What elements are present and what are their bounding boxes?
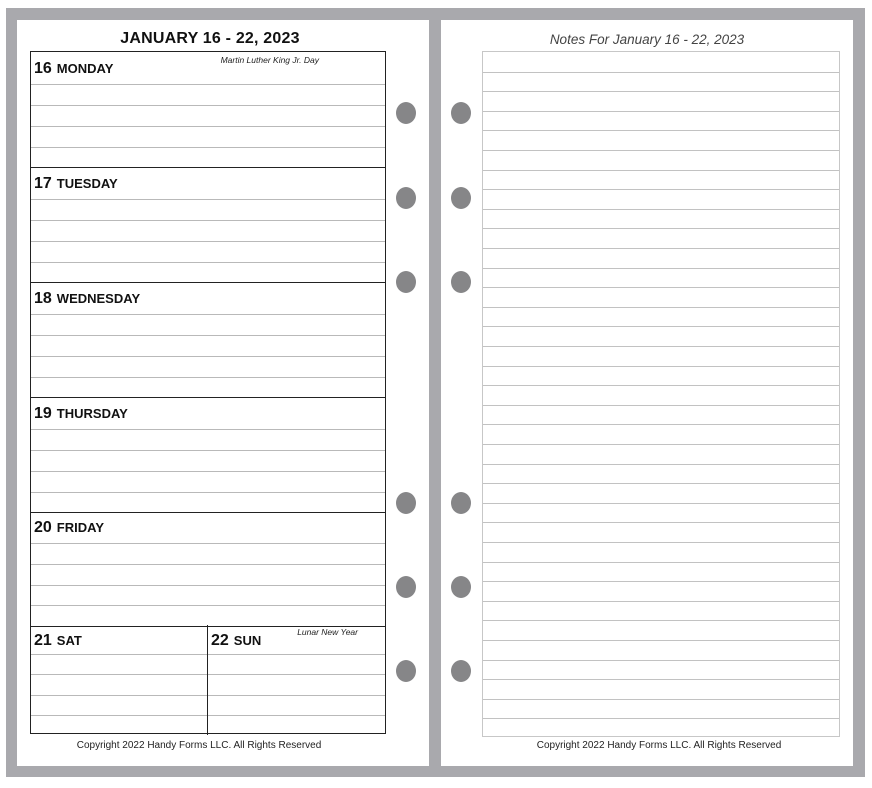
writing-line — [31, 564, 385, 565]
notes-line — [483, 307, 839, 308]
notes-line — [483, 640, 839, 641]
notes-line — [483, 111, 839, 112]
notes-line — [483, 91, 839, 92]
writing-line — [31, 314, 385, 315]
writing-line — [31, 429, 385, 430]
notes-line — [483, 562, 839, 563]
day-number: 17 — [34, 175, 52, 192]
writing-line — [31, 241, 385, 242]
day-name: SUN — [233, 633, 262, 648]
writing-line — [31, 84, 385, 85]
notes-line — [483, 326, 839, 327]
notes-area[interactable] — [482, 51, 840, 737]
notes-title: Notes For January 16 - 22, 2023 — [549, 32, 745, 47]
day-block-wednesday[interactable] — [31, 282, 385, 398]
day-block-friday[interactable] — [31, 511, 385, 627]
writing-line — [31, 262, 385, 263]
writing-line — [31, 220, 385, 221]
writing-line — [31, 126, 385, 127]
notes-line — [483, 228, 839, 229]
copyright-text: Copyright 2022 Handy Forms LLC. All Rights Reserved — [76, 740, 322, 751]
notes-line — [483, 620, 839, 621]
writing-line — [31, 674, 207, 675]
day-name: TUESDAY — [56, 176, 118, 191]
writing-line — [31, 199, 385, 200]
day-block-monday[interactable] — [31, 52, 385, 168]
day-header — [34, 175, 118, 193]
notes-line — [483, 385, 839, 386]
notes-line — [483, 72, 839, 73]
binder-hole-icon — [451, 102, 471, 124]
writing-line — [208, 654, 385, 655]
day-name: THURSDAY — [56, 406, 128, 421]
binder-hole-icon — [451, 576, 471, 598]
notes-line — [483, 660, 839, 661]
day-name: FRIDAY — [56, 520, 104, 535]
notes-line — [483, 346, 839, 347]
right-page — [441, 20, 853, 766]
writing-line — [31, 356, 385, 357]
week-title: JANUARY 16 - 22, 2023 — [120, 30, 300, 47]
binder-hole-icon — [396, 660, 416, 682]
day-header — [34, 60, 113, 78]
daily-planner-grid — [30, 51, 386, 734]
notes-line — [483, 150, 839, 151]
day-block-thursday[interactable] — [31, 397, 385, 513]
writing-line — [31, 335, 385, 336]
day-header — [211, 632, 261, 650]
notes-line — [483, 424, 839, 425]
binder-hole-icon — [396, 187, 416, 209]
notes-line — [483, 405, 839, 406]
notes-line — [483, 287, 839, 288]
day-number: 20 — [34, 519, 52, 536]
day-header — [34, 519, 104, 537]
notes-line — [483, 130, 839, 131]
day-name: MONDAY — [56, 61, 114, 76]
writing-line — [31, 450, 385, 451]
writing-line — [31, 695, 207, 696]
day-header — [34, 632, 82, 650]
notes-line — [483, 444, 839, 445]
binder-hole-icon — [451, 271, 471, 293]
holiday-label: Martin Luther King Jr. Day — [220, 55, 319, 65]
writing-line — [31, 585, 385, 586]
writing-line — [208, 674, 385, 675]
notes-line — [483, 268, 839, 269]
binder-hole-icon — [396, 271, 416, 293]
notes-line — [483, 699, 839, 700]
notes-line — [483, 189, 839, 190]
writing-line — [31, 543, 385, 544]
notes-line — [483, 483, 839, 484]
writing-line — [31, 605, 385, 606]
notes-line — [483, 366, 839, 367]
day-number: 19 — [34, 405, 52, 422]
binder-hole-icon — [396, 102, 416, 124]
day-number: 21 — [34, 632, 52, 649]
writing-line — [31, 715, 207, 716]
writing-line — [31, 654, 207, 655]
writing-line — [31, 105, 385, 106]
day-block-sunday[interactable] — [208, 625, 385, 735]
notes-line — [483, 170, 839, 171]
binder-hole-icon — [451, 660, 471, 682]
writing-line — [31, 492, 385, 493]
notes-line — [483, 209, 839, 210]
holiday-label: Lunar New Year — [297, 627, 358, 637]
binder-hole-icon — [451, 492, 471, 514]
day-number: 16 — [34, 60, 52, 77]
writing-line — [31, 377, 385, 378]
notes-line — [483, 679, 839, 680]
notes-line — [483, 601, 839, 602]
writing-line — [31, 471, 385, 472]
day-header — [34, 290, 140, 308]
notes-line — [483, 718, 839, 719]
day-block-saturday[interactable] — [31, 625, 208, 735]
copyright-text: Copyright 2022 Handy Forms LLC. All Rights Reserved — [536, 740, 782, 751]
writing-line — [208, 715, 385, 716]
notes-line — [483, 542, 839, 543]
day-header — [34, 405, 128, 423]
binder-hole-icon — [396, 492, 416, 514]
day-name: SAT — [56, 633, 82, 648]
binder-hole-icon — [451, 187, 471, 209]
day-number: 22 — [211, 632, 229, 649]
binder-hole-icon — [396, 576, 416, 598]
notes-line — [483, 464, 839, 465]
day-name: WEDNESDAY — [56, 291, 141, 306]
writing-line — [31, 147, 385, 148]
day-block-tuesday[interactable] — [31, 167, 385, 283]
notes-line — [483, 522, 839, 523]
writing-line — [208, 695, 385, 696]
notes-line — [483, 248, 839, 249]
notes-line — [483, 503, 839, 504]
day-number: 18 — [34, 290, 52, 307]
left-page — [17, 20, 429, 766]
notes-line — [483, 581, 839, 582]
